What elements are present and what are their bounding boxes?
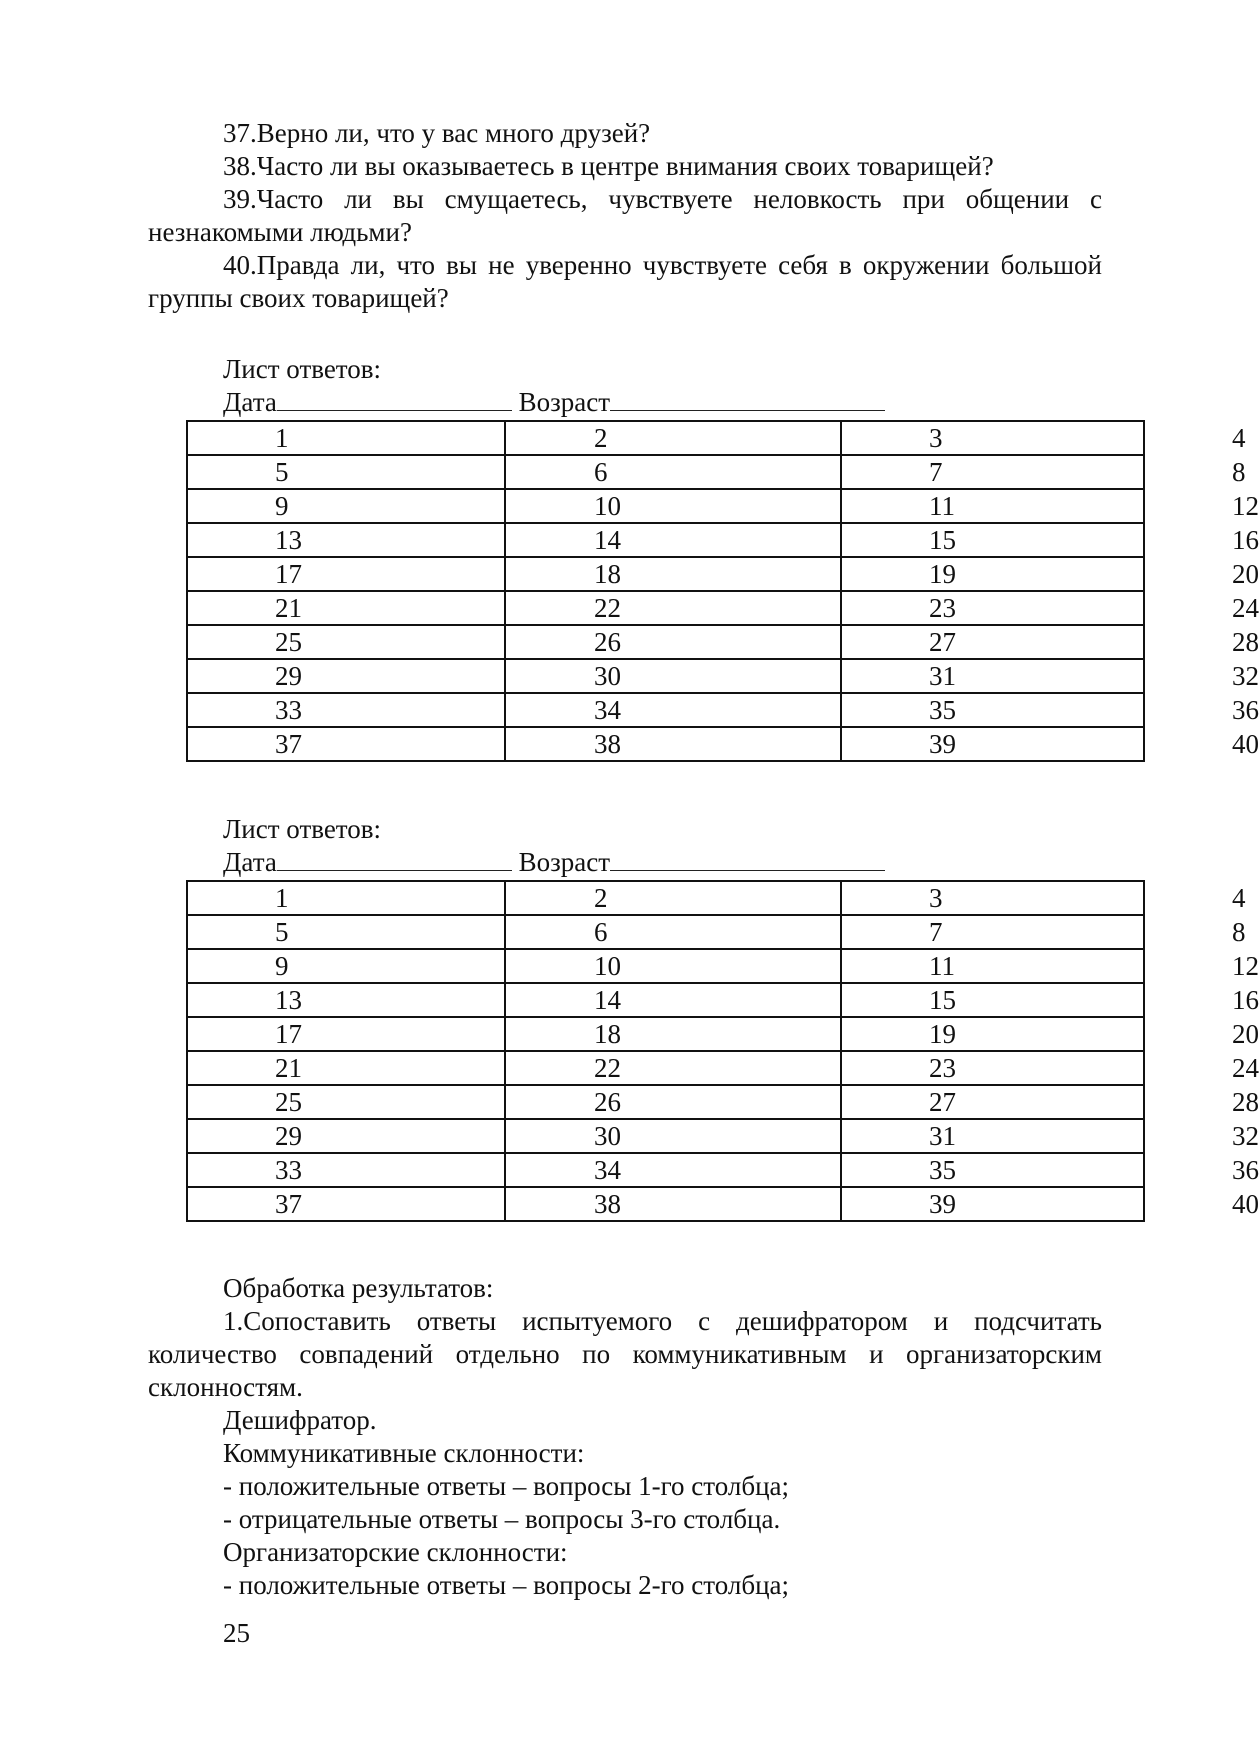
table-row: 21 22 23 24 (187, 591, 1144, 625)
answer-cell[interactable]: 13 (187, 523, 505, 557)
table-row: 25 26 27 28 (187, 625, 1144, 659)
table-row: 33 34 35 36 (187, 1153, 1144, 1187)
answer-cell[interactable]: 33 (187, 693, 505, 727)
answer-cell[interactable]: 1 (187, 421, 505, 455)
answer-cell[interactable]: 9 (187, 949, 505, 983)
answer-cell[interactable]: 10 (505, 489, 841, 523)
answer-cell[interactable]: 27 (841, 625, 1144, 659)
answer-cell[interactable]: 35 (841, 693, 1144, 727)
answer-cell[interactable]: 38 (505, 1187, 841, 1221)
processing-heading: Обработка результатов: (223, 1273, 494, 1303)
answer-cell[interactable]: 9 (187, 489, 505, 523)
answer-cell[interactable]: 27 (841, 1085, 1144, 1119)
table-row: 5 6 7 8 (187, 455, 1144, 489)
answer-cell[interactable]: 18 (505, 1017, 841, 1051)
question-40: 40.Правда ли, что вы не уверенно чувствуете себя в окружении большой группы своих товарищей? (148, 250, 1102, 313)
answer-cell[interactable]: 34 (505, 1153, 841, 1187)
date-label: Дата (223, 847, 277, 877)
answer-cell[interactable]: 15 (841, 523, 1144, 557)
table-row: 29 30 31 32 (187, 1119, 1144, 1153)
answer-cell[interactable]: 6 (505, 915, 841, 949)
age-blank[interactable] (610, 386, 885, 411)
answer-cell[interactable]: 31 (841, 1119, 1144, 1153)
answer-cell[interactable]: 13 (187, 983, 505, 1017)
table-row: 33 34 35 36 (187, 693, 1144, 727)
answer-cell[interactable]: 29 (187, 1119, 505, 1153)
decoder-label: Дешифратор. (223, 1405, 377, 1435)
answer-cell[interactable]: 3 (841, 881, 1144, 915)
organizational-heading: Организаторские склонности: (223, 1537, 568, 1567)
communicative-positive: - положительные ответы – вопросы 1-го столбца; (223, 1471, 790, 1501)
answer-cell[interactable]: 6 (505, 455, 841, 489)
answer-sheet-2-table (186, 880, 1259, 1222)
answer-cell[interactable]: 22 (505, 1051, 841, 1085)
age-blank[interactable] (610, 846, 885, 871)
answer-sheet-2-title: Лист ответов: (223, 814, 382, 844)
answer-cell[interactable]: 26 (505, 625, 841, 659)
answer-cell[interactable]: 39 (841, 1187, 1144, 1221)
answer-cell[interactable]: 2 (505, 421, 841, 455)
table-row: 25 26 27 28 (187, 1085, 1144, 1119)
question-38: 38.Часто ли вы оказываетесь в центре внимания своих товарищей? (223, 151, 994, 181)
answer-cell[interactable]: 14 (505, 523, 841, 557)
answer-cell[interactable]: 25 (187, 625, 505, 659)
answer-cell[interactable]: 25 (187, 1085, 505, 1119)
table-row: 13 14 15 16 (187, 983, 1144, 1017)
answer-cell[interactable]: 14 (505, 983, 841, 1017)
answer-cell[interactable]: 33 (187, 1153, 505, 1187)
answer-cell[interactable]: 15 (841, 983, 1144, 1017)
page-number: 25 (223, 1618, 250, 1648)
answer-cell[interactable]: 21 (187, 591, 505, 625)
date-blank[interactable] (277, 386, 512, 411)
answer-cell[interactable]: 3 (841, 421, 1144, 455)
answer-cell[interactable]: 5 (187, 915, 505, 949)
answer-sheet-1-table (186, 420, 1259, 762)
answer-cell[interactable]: 19 (841, 557, 1144, 591)
answer-cell[interactable]: 29 (187, 659, 505, 693)
answer-cell[interactable]: 34 (505, 693, 841, 727)
answer-cell[interactable]: 37 (187, 1187, 505, 1221)
question-39: 39.Часто ли вы смущаетесь, чувствуете неловкость при общении с незнакомыми людьми? (148, 184, 1102, 247)
table-row: 29 30 31 32 (187, 659, 1144, 693)
table-row: 37 38 39 40 (187, 1187, 1144, 1221)
answer-cell[interactable]: 7 (841, 915, 1144, 949)
date-blank[interactable] (277, 846, 512, 871)
answer-cell[interactable]: 1 (187, 881, 505, 915)
table-row: 21 22 23 24 (187, 1051, 1144, 1085)
answer-sheet-1-fields (223, 386, 885, 419)
answer-cell[interactable]: 11 (841, 949, 1144, 983)
answer-cell[interactable]: 31 (841, 659, 1144, 693)
question-37: 37.Верно ли, что у вас много друзей? (223, 118, 651, 148)
table-row: 1 2 3 4 (187, 421, 1144, 455)
answer-cell[interactable]: 30 (505, 1119, 841, 1153)
answer-cell[interactable]: 17 (187, 1017, 505, 1051)
answer-cell[interactable]: 23 (841, 1051, 1144, 1085)
table-row: 37 38 39 40 (187, 727, 1144, 761)
date-label: Дата (223, 387, 277, 417)
answer-cell[interactable]: 30 (505, 659, 841, 693)
answer-cell[interactable]: 18 (505, 557, 841, 591)
table-row: 13 14 15 16 (187, 523, 1144, 557)
answer-sheet-2-fields (223, 846, 885, 879)
answer-cell[interactable]: 35 (841, 1153, 1144, 1187)
answer-cell[interactable]: 22 (505, 591, 841, 625)
answer-cell[interactable]: 5 (187, 455, 505, 489)
table-row: 5 6 7 8 (187, 915, 1144, 949)
age-label: Возраст (518, 847, 611, 877)
communicative-negative: - отрицательные ответы – вопросы 3-го столбца. (223, 1504, 781, 1534)
answer-sheet-1-title: Лист ответов: (223, 354, 382, 384)
processing-step-1: 1.Сопоставить ответы испытуемого с дешифратором и подсчитать количество совпадений отдельно по коммуникативным и организаторским склонностям. (148, 1306, 1102, 1402)
answer-cell[interactable]: 23 (841, 591, 1144, 625)
answer-cell[interactable]: 11 (841, 489, 1144, 523)
answer-cell[interactable]: 38 (505, 727, 841, 761)
answer-cell[interactable]: 17 (187, 557, 505, 591)
table-row: 1 2 3 4 (187, 881, 1144, 915)
answer-cell[interactable]: 26 (505, 1085, 841, 1119)
answer-cell[interactable]: 19 (841, 1017, 1144, 1051)
table-row: 17 18 19 20 (187, 1017, 1144, 1051)
answer-cell[interactable]: 39 (841, 727, 1144, 761)
answer-cell[interactable]: 37 (187, 727, 505, 761)
answer-cell[interactable]: 10 (505, 949, 841, 983)
answer-cell[interactable]: 21 (187, 1051, 505, 1085)
table-row: 17 18 19 20 (187, 557, 1144, 591)
age-label: Возраст (518, 387, 611, 417)
communicative-heading: Коммуникативные склонности: (223, 1438, 585, 1468)
table-row: 9 10 11 12 (187, 489, 1144, 523)
organizational-positive: - положительные ответы – вопросы 2-го столбца; (223, 1570, 790, 1600)
answer-cell[interactable]: 2 (505, 881, 841, 915)
table-row: 9 10 11 12 (187, 949, 1144, 983)
answer-cell[interactable]: 7 (841, 455, 1144, 489)
